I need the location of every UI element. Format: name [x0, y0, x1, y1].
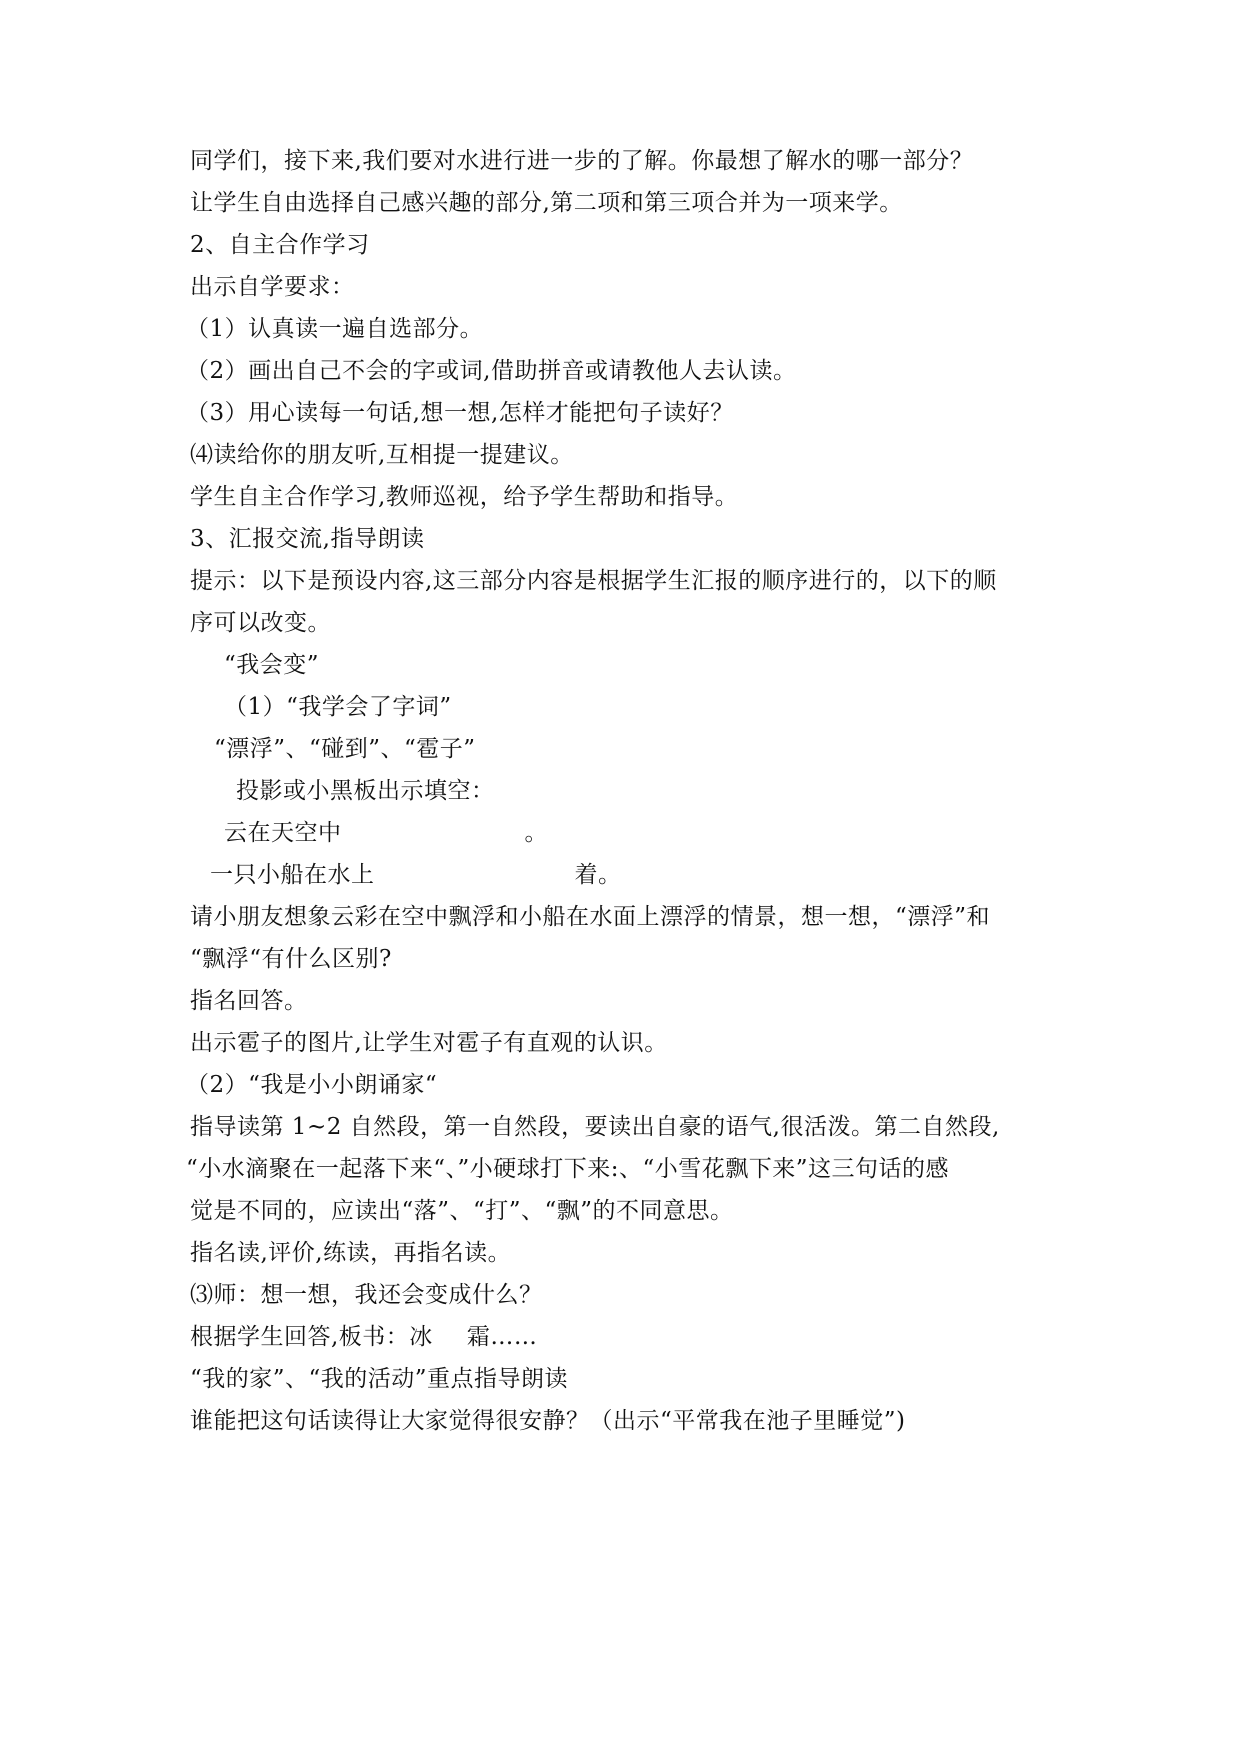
list-item: （1）认真读一遍自选部分。: [186, 316, 484, 342]
list-item: （2）画出自己不会的字或词,借助拼音或请教他人去认读。: [186, 358, 797, 384]
paragraph-line: 出示自学要求：: [190, 274, 355, 300]
paragraph-line: 出示雹子的图片,让学生对雹子有直观的认识。: [190, 1030, 668, 1056]
board-prefix: 根据学生回答,板书：冰: [190, 1324, 433, 1350]
list-item: ⑷读给你的朋友听,互相提一提建议。: [190, 442, 574, 468]
paragraph-line: 让学生自由选择自己感兴趣的部分,第二项和第三项合并为一项来学。: [190, 190, 903, 216]
subsection-heading: （2）“我是小小朗诵家“: [186, 1072, 438, 1098]
paragraph-line: 指导读第 1~2 自然段，第一自然段，要读出自豪的语气,很活泼。第二自然段,: [190, 1114, 1000, 1140]
board-item: 霜……: [466, 1324, 538, 1350]
fill-blank-line: [210, 860, 622, 890]
paragraph-line: ⑶师：想一想，我还会变成什么？: [190, 1282, 543, 1308]
subsection-heading: “我会变”: [224, 652, 320, 678]
paragraph-line: 同学们，接下来,我们要对水进行进一步的了解。你最想了解水的哪一部分？: [190, 148, 974, 174]
paragraph-line: 觉是不同的，应读出“落”、“打”、“飘”的不同意思。: [190, 1198, 734, 1224]
fill-blank-line: [224, 818, 548, 848]
fill-blank-start: 一只小船在水上: [210, 862, 375, 888]
paragraph-line: 谁能把这句话读得让大家觉得很安静？（出示“平常我在池子里睡觉”): [190, 1408, 906, 1434]
paragraph-line: “小水滴聚在一起落下来“、”小硬球打下来:、“小雪花飘下来”这三句话的感: [186, 1156, 950, 1182]
paragraph-line: 请小朋友想象云彩在空中飘浮和小船在水面上漂浮的情景，想一想，“漂浮”和: [190, 904, 991, 930]
paragraph-line: 提示：以下是预设内容,这三部分内容是根据学生汇报的顺序进行的，以下的顺: [190, 568, 997, 594]
vocabulary-line: “漂浮”、“碰到”、“雹子”: [214, 736, 476, 762]
paragraph-line: 学生自主合作学习,教师巡视，给予学生帮助和指导。: [190, 484, 739, 510]
fill-blank-end: 。: [524, 820, 548, 846]
paragraph-line: 序可以改变。: [190, 610, 331, 636]
fill-blank-start: 云在天空中: [224, 820, 342, 846]
paragraph-line: “飘浮“有什么区别?: [190, 946, 392, 972]
list-item: （3）用心读每一句话,想一想,怎样才能把句子读好？: [186, 400, 734, 426]
fill-blank-end: 着。: [574, 862, 622, 888]
paragraph-line: 投影或小黑板出示填空：: [236, 778, 495, 804]
paragraph-line: “我的家”、“我的活动”重点指导朗读: [190, 1366, 569, 1392]
paragraph-line: 指名读,评价,练读，再指名读。: [190, 1240, 512, 1266]
subsection-heading: （1）“我学会了字词”: [224, 694, 452, 720]
board-line: [190, 1322, 537, 1352]
paragraph-line: 指名回答。: [190, 988, 308, 1014]
section-heading: 3、汇报交流,指导朗读: [190, 526, 425, 552]
section-heading: 2、自主合作学习: [190, 232, 370, 258]
